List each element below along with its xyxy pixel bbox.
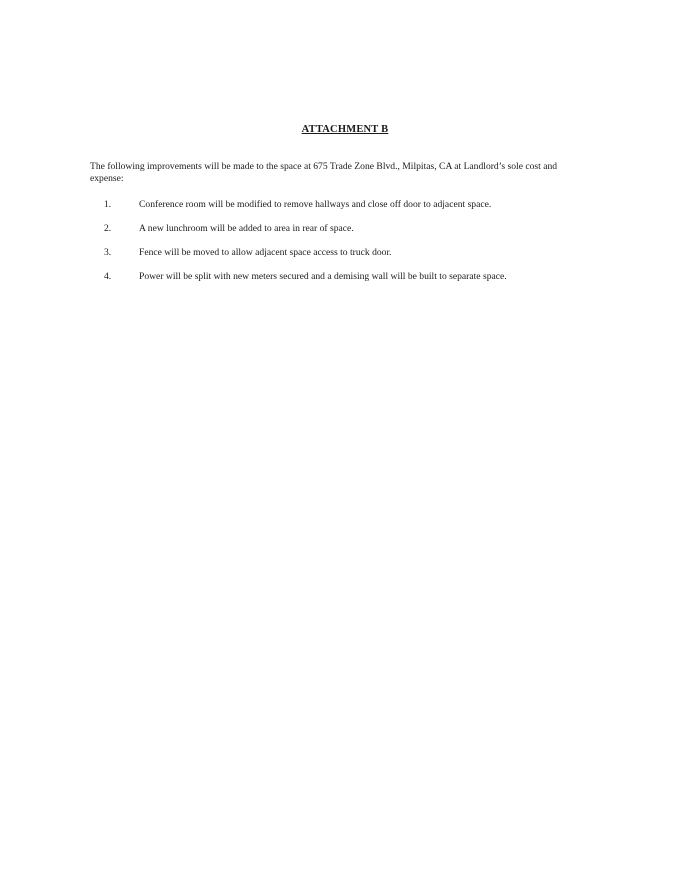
list-item-text: Fence will be moved to allow adjacent space access to truck door. <box>139 247 392 258</box>
list-item <box>0 244 690 268</box>
list-item-number: 2. <box>104 223 112 234</box>
list-item-number: 1. <box>104 199 112 210</box>
document-title: ATTACHMENT B <box>301 124 389 135</box>
list-item <box>0 268 690 292</box>
list-item-text: A new lunchroom will be added to area in rear of space. <box>139 223 354 234</box>
list-item-number: 3. <box>104 247 112 258</box>
list-item <box>0 220 690 244</box>
improvements-list <box>0 196 690 292</box>
list-item-text: Conference room will be modified to remove hallways and close off door to adjacent space. <box>139 199 492 210</box>
list-item-text: Power will be split with new meters secured and a demising wall will be built to separate space. <box>139 271 507 282</box>
list-item-number: 4. <box>104 271 112 282</box>
intro-paragraph: The following improvements will be made to the space at 675 Trade Zone Blvd., Milpitas, CA at Landlord’s sole cost and expense: <box>90 161 558 184</box>
list-item <box>0 196 690 220</box>
